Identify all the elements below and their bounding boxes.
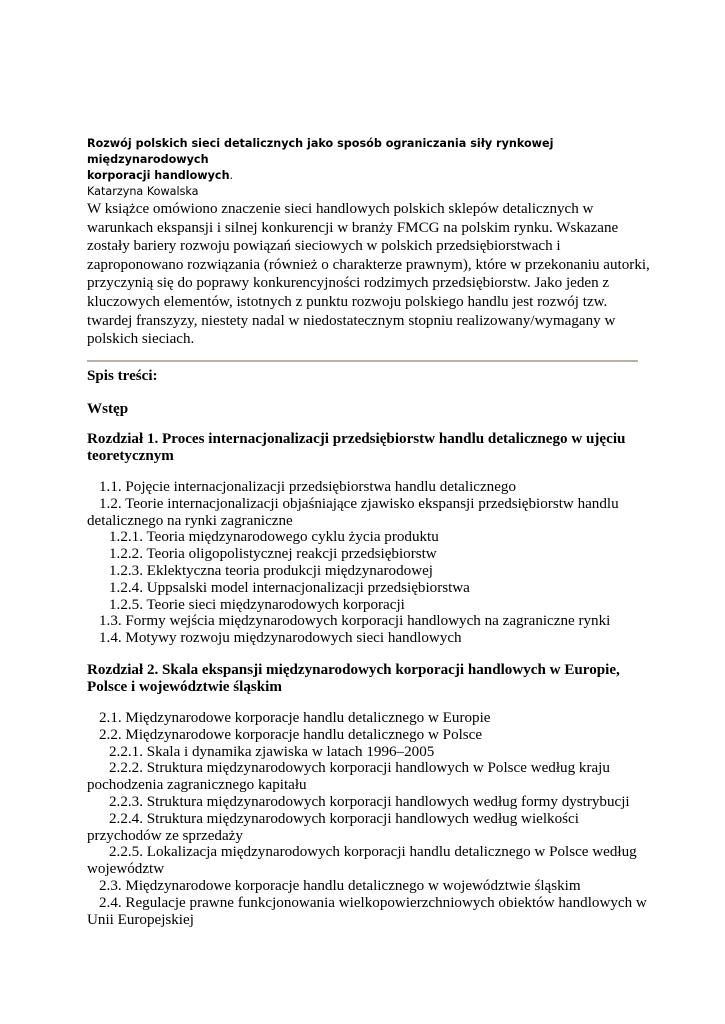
toc-item: 2.4. Regulacje prawne funkcjonowania wielkopowierzchniowych obiektów handlowych w bbox=[99, 894, 647, 911]
toc-item: 1.4. Motywy rozwoju międzynarodowych sieci handlowych bbox=[99, 630, 462, 647]
abstract-line: warunkach ekspansji i silnej konkurencji w branży FMCG na polskim rynku. Wskazane bbox=[87, 219, 619, 236]
toc-item-continuation: przychodów ze sprzedaży bbox=[87, 827, 243, 844]
toc-subitem: 1.2.4. Uppsalski model internacjonalizacji przedsiębiorstwa bbox=[109, 579, 470, 596]
abstract-line: zostały bariery rozwoju powiązań sieciowych w polskich przedsiębiorstwach i bbox=[87, 238, 561, 255]
abstract-line: kluczowych elementów, istotnych z punktu rozwoju polskiego handlu jest rozwój tzw. bbox=[87, 293, 608, 310]
abstract-line: W książce omówiono znaczenie sieci handlowych polskich sklepów detalicznych w bbox=[87, 201, 594, 217]
abstract-line: zaproponowano rozwiązania (również o charakterze prawnym), które w przekonaniu autorki, bbox=[87, 256, 650, 273]
toc-item-continuation: pochodzenia zagranicznego kapitału bbox=[87, 777, 307, 794]
toc-subitem: 2.2.5. Lokalizacja międzynarodowych korporacji handlu detalicznego w Polsce według bbox=[109, 844, 637, 861]
toc-heading: Spis treści: bbox=[87, 368, 158, 384]
chapter-2-list bbox=[87, 710, 647, 928]
chapter-2-heading-line-1: Rozdział 2. Skala ekspansji międzynarodowych korporacji handlowych w Europie, bbox=[87, 662, 620, 678]
chapter-2-heading-line-2: Polsce i województwie śląskim bbox=[87, 679, 282, 695]
toc-item: 2.1. Międzynarodowe korporacje handlu detalicznego w Europie bbox=[99, 710, 491, 726]
chapter-1-heading-line-1: Rozdział 1. Proces internacjonalizacji przedsiębiorstw handlu detalicznego w ujęciu bbox=[87, 431, 626, 447]
abstract bbox=[87, 200, 650, 349]
toc-item-continuation: detalicznego na rynki zagraniczne bbox=[87, 512, 293, 529]
toc-subitem: 2.2.4. Struktura międzynarodowych korporacji handlowych według wielkości bbox=[109, 810, 579, 827]
toc-item: 2.2. Międzynarodowe korporacje handlu detalicznego w Polsce bbox=[99, 726, 483, 743]
toc-item-continuation: województw bbox=[87, 861, 165, 878]
horizontal-divider bbox=[87, 360, 638, 362]
book-title bbox=[87, 136, 647, 184]
chapter-1-heading-line-2: teoretycznym bbox=[87, 448, 174, 464]
toc-subitem: 1.2.1. Teoria międzynarodowego cyklu życia produktu bbox=[109, 529, 439, 546]
chapter-1-heading bbox=[87, 431, 647, 465]
toc-item: 1.1. Pojęcie internacjonalizacji przedsiębiorstwa handlu detalicznego bbox=[99, 479, 517, 495]
abstract-line: polskich sieciach. bbox=[87, 331, 195, 348]
title-block bbox=[87, 136, 647, 200]
toc-subitem: 2.2.2. Struktura międzynarodowych korporacji handlowych w Polsce według kraju bbox=[109, 760, 610, 777]
toc-item: 2.3. Międzynarodowe korporacje handlu detalicznego w województwie śląskim bbox=[99, 877, 581, 894]
toc-subitem: 1.2.5. Teorie sieci międzynarodowych korporacji bbox=[109, 596, 405, 613]
toc-subitem: 2.2.3. Struktura międzynarodowych korporacji handlowych według formy dystrybucji bbox=[109, 793, 630, 810]
book-title-line-1: Rozwój polskich sieci detalicznych jako sposób ograniczania siły rynkowej międzynarodowych bbox=[87, 137, 554, 166]
title-period: . bbox=[229, 169, 234, 182]
book-title-line-2: korporacji handlowych bbox=[87, 169, 230, 182]
toc-subitem: 1.2.3. Eklektyczna teoria produkcji międzynarodowej bbox=[109, 562, 433, 579]
author-name: Katarzyna Kowalska bbox=[87, 185, 199, 198]
abstract-line: przyczynią się do poprawy konkurencyjności rodzimych przedsiębiorstw. Jako jeden z bbox=[87, 275, 610, 292]
toc-item: 1.3. Formy wejścia międzynarodowych korporacji handlowych na zagraniczne rynki bbox=[99, 613, 611, 630]
toc-item-continuation: Unii Europejskiej bbox=[87, 911, 194, 928]
toc-subitem: 2.2.1. Skala i dynamika zjawiska w latach 1996–2005 bbox=[109, 743, 435, 760]
abstract-line: twardej franszyzy, niestety nadal w niedostatecznym stopniu realizowany/wymagany w bbox=[87, 312, 616, 329]
chapter-1-list bbox=[87, 479, 647, 647]
chapter-2-heading bbox=[87, 662, 647, 696]
toc-intro: Wstęp bbox=[87, 401, 129, 417]
toc-item: 1.2. Teorie internacjonalizacji objaśniające zjawisko ekspansji przedsiębiorstw handlu bbox=[99, 495, 619, 512]
toc-subitem: 1.2.2. Teoria oligopolistycznej reakcji przedsiębiorstw bbox=[109, 546, 437, 563]
